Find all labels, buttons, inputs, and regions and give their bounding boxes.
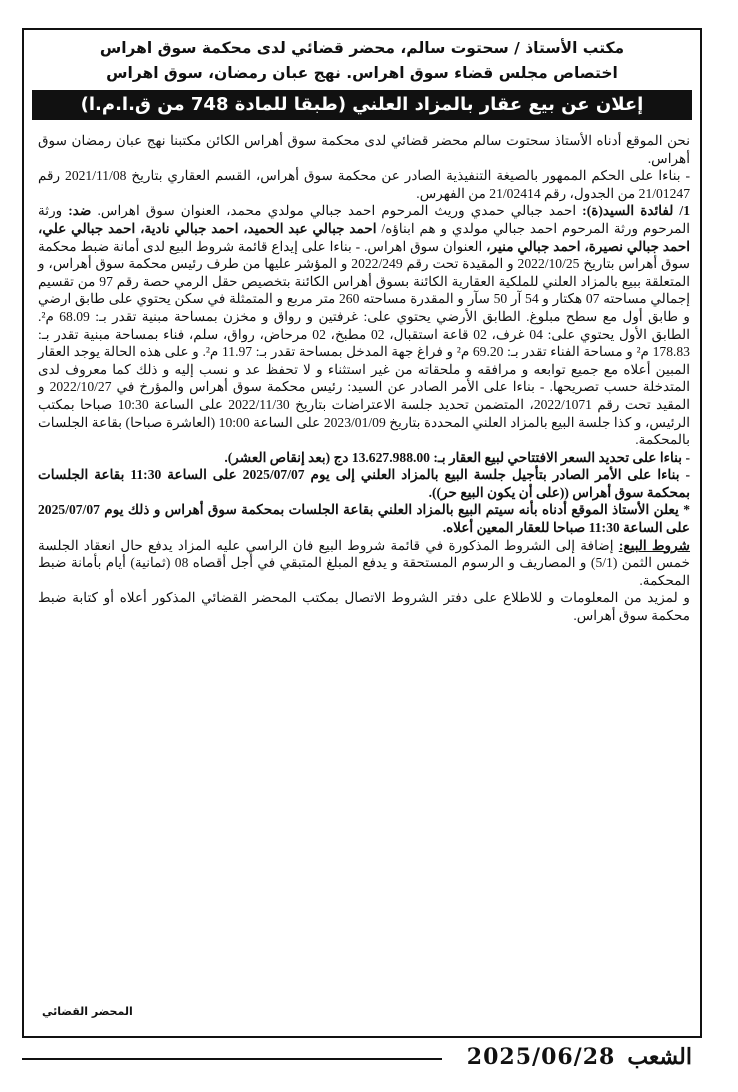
header-line-1: مكتب الأستاذ / سحتوت سالم، محضر قضائي لدى محكمة سوق اهراس [99,39,625,57]
announcement-body [38,132,690,625]
beneficiary-label: 1/ لفائدة السيد(ة): [582,203,691,219]
paragraph-contact: و لمزيد من المعلومات و للاطلاع على دفتر الشروط الاتصال بمكتب المحضر القضائي المذكور أعلاه أو كتابة ضبط محكمة سوق أهراس. [38,590,690,624]
property-description: العنوان سوق اهراس. - بناءا على إيداع قائمة شروط البيع لدى أمانة ضبط محكمة سوق أهراس بتاريخ 2022/10/25 و المقيدة تحت رقم 2022/249 و المؤشر عليها من طرف رئيس محكمة سوق أهراس، و المتعلقة ببيع بالمزاد العلني للملكية العقارية الكائنة بسوق أهراس الكائنة بتخصيص حقل الرمي حصة رقم 97 من تقسيم إجمالي مساحته 07 هكتار و 54 آر 50 سآر و المقدرة مساحته 260 متر مربع و المتمثلة في سكن يحتوي على طابق ارضي و طابق أول مع سطح مبلوغ. الطابق الأرضي يحتوي على: غرفتين و رواق و مخزن بمساحة مبنية تقدر بـ: 68.09 م². الطابق الأول يحتوي على: 04 غرف، 02 قاعة استقبال، 02 مطبخ، 02 مرحاض، رواق، سلم، فناء بمساحة مبنية تقدر بـ: 178.83 م² و مساحة الفناء تقدر بـ: 69.20 م² و فراغ جهة المدخل بمساحة تقدر بـ: 11.97 م². و على هذه الحالة يوجد العقار المبين أعلاه مع جميع توابعه و مرافقه و ملحقاته من غير استثناء و لا تحفظ عد و نسب إليه و ذلك كما معروف لدى المتدخلة حسب تصريحها. - بناءا على الأمر الصادر عن السيد: رئيس محكمة سوق أهراس والمؤرخ في 2022/10/27 و المقيد تحت رقم 2022/1071، المتضمن تحديد جلسة الاعتراضات بتاريخ 2022/11/30 على الساعة 10:30 صباحا بمكتب الرئيس، و كذا جلسة البيع بالمزاد العلني المحددة بتاريخ 2023/01/09 على الساعة 10:00 (العاشرة صباحا) بقاعة الجلسات بالمحكمة. [38,238,691,448]
beneficiary-text: احمد جبالي حمدي وريث المرحوم احمد جبالي مولدي محمد، العنوان سوق اهراس. [97,203,583,219]
sale-conditions-text: إضافة إلى الشروط المذكورة في قائمة شروط البيع فان الراسي عليه المزاد يدفع حال انعقاد الجلسة خمس الثمن (5/1) و المصاريف و الرسوم المستحقة و يدفع المبلغ المتبقي في أجل أقصاه 08 (ثمانية) أيام بأمانة ضبط المحكمة. [38,537,690,588]
bailiff-signature: المحضر القضائي [42,1005,133,1018]
announcement-frame [22,28,702,1038]
paragraph-judgment: - بناءا على الحكم الممهور بالصيغة التنفيذية الصادر عن محكمة سوق أهراس، القسم العقاري بتاريخ 2021/11/08 رقم 21/01247 من الجدول، رقم 21/02414 من الفهرس. [38,168,691,201]
footer-rule [22,1058,442,1060]
heirs-names: احمد جبالي عبد الحميد، احمد جبالي نادية، احمد جبالي علي، احمد جبالي نصيرة، احمد جبالي منير، [38,220,691,254]
against-label: ضد: [68,203,98,219]
office-header [32,36,692,86]
newspaper-name: الشعب [627,1044,692,1070]
paragraph-sale-announcement: * يعلن الأستاذ الموقع أدناه بأنه سيتم البيع بالمزاد العلني بقاعة الجلسات بمحكمة سوق أهراس و ذلك يوم 2025/07/07 على الساعة 11:30 صباحا للعقار المعين أعلاه. [38,502,690,536]
sale-conditions-label: شروط البيع: [618,537,691,553]
header-line-2: اختصاص مجلس قضاء سوق اهراس. نهج عبان رمضان، سوق اهراس [106,64,618,82]
heirs-text: ورثة المرحوم ورثة المرحوم احمد جبالي مولدي و هم ابناؤه/ [38,203,691,236]
paragraph-sale-conditions [38,537,690,590]
paragraph-parties [38,202,690,448]
publication-footer [442,1040,692,1074]
publication-date: 2025/06/28 [466,1044,616,1070]
announcement-title-banner: إعلان عن بيع عقار بالمزاد العلني (طبقا للمادة 748 من ق.ا.م.ا) [32,90,692,120]
paragraph-opening-price: - بناءا على تحديد السعر الافتتاحي لبيع العقار بـ: 13.627.988.00 دج (بعد إنقاص العشر). [224,449,690,465]
paragraph-intro: نحن الموقع أدناه الأستاذ سحتوت سالم محضر قضائي لدى محكمة سوق أهراس الكائن مكتبنا نهج عبان رمضان سوق أهراس. [38,133,690,166]
paragraph-postponement: - بناءا على الأمر الصادر بتأجيل جلسة البيع بالمزاد العلني إلى يوم 2025/07/07 على الساعة 11:30 بقاعة الجلسات بمحكمة سوق أهراس ((على أن يكون البيع حر)). [38,467,690,500]
